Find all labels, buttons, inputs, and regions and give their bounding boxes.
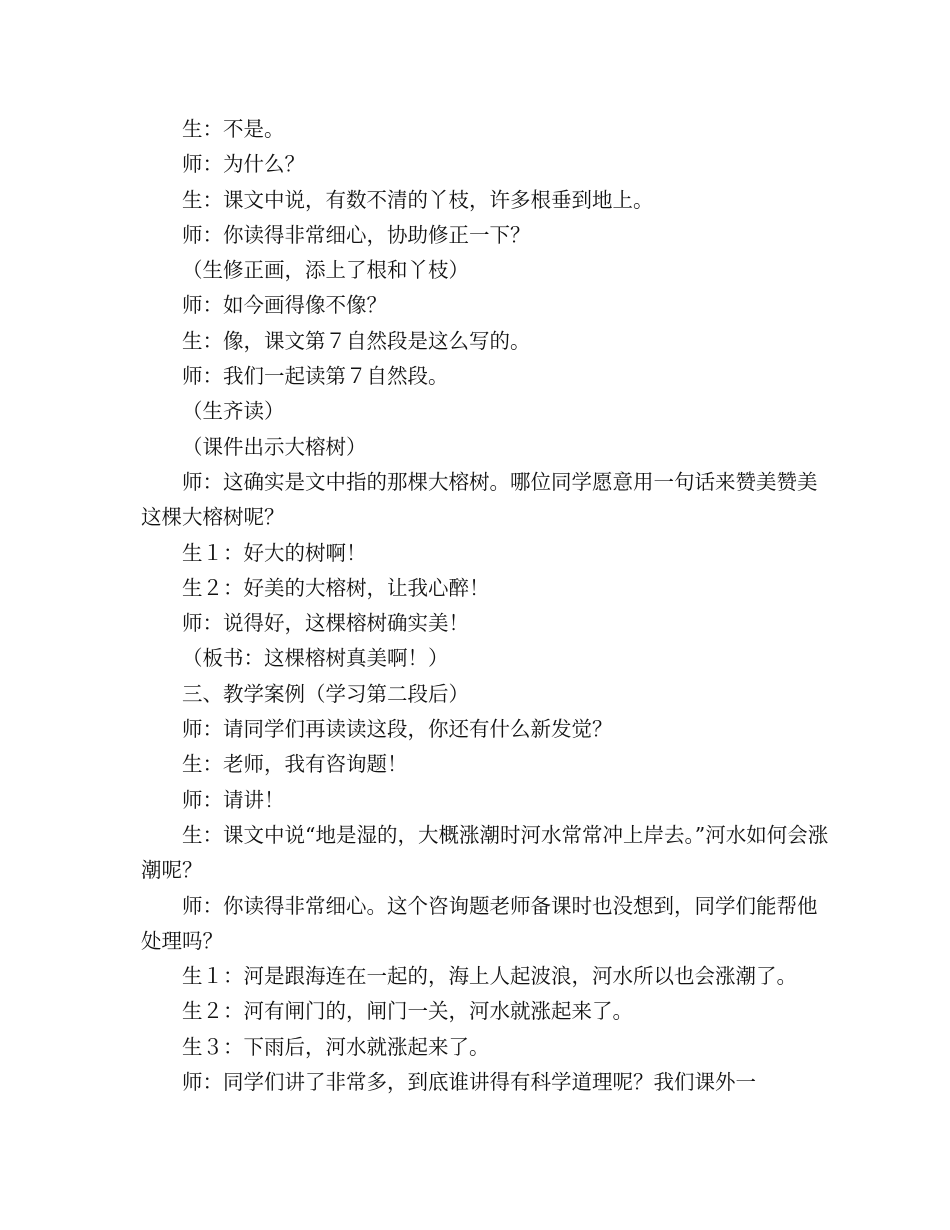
paragraph: 生：不是。	[182, 117, 285, 141]
paragraph: 师：请讲！	[182, 787, 285, 812]
paragraph: 师：说得好，这棵榕树确实美！	[182, 611, 469, 636]
paragraph: 生：课文中说“地是湿的，大概涨潮时河水常常冲上岸去。”河水如何会涨潮呢？	[141, 822, 829, 883]
paragraph: 师：为什么？	[182, 152, 305, 177]
paragraph: 师：你读得非常细心。这个咨询题老师备课时也没想到，同学们能帮他处理吗？	[141, 893, 818, 953]
paragraph: （课件出示大榕树）	[182, 434, 367, 459]
paragraph: 生：课文中说，有数不清的丫枝，许多根垂到地上。	[182, 187, 654, 212]
paragraph: 师：如今画得像不像？	[182, 293, 387, 318]
paragraph: 生２：河有闸门的，闸门一关，河水就涨起来了。	[182, 999, 633, 1024]
paragraph: 生３：下雨后，河水就涨起来了。	[182, 1034, 490, 1059]
paragraph: 师：同学们讲了非常多，到底谁讲得有科学道理呢？我们课外一	[182, 1070, 756, 1095]
section-heading: 三、教学案例（学习第二段后）	[182, 681, 469, 706]
paragraph: 生１：河是跟海连在一起的，海上人起波浪，河水所以也会涨潮了。	[182, 964, 797, 989]
paragraph: 师：你读得非常细心，协助修正一下？	[182, 222, 531, 247]
paragraph: 生：像，课文第７自然段是这么写的。	[182, 328, 531, 353]
paragraph: 师：这确实是文中指的那棵大榕树。哪位同学愿意用一句话来赞美赞美这棵大榕树呢？	[141, 469, 818, 530]
paragraph: （板书：这棵榕树真美啊！）	[182, 646, 449, 671]
paragraph: 师：请同学们再读读这段，你还有什么新发觉？	[182, 717, 613, 742]
paragraph: 生２：好美的大榕树，让我心醉！	[182, 575, 490, 600]
document-body	[141, 112, 831, 1100]
paragraph: （生修正画，添上了根和丫枝）	[182, 258, 469, 283]
paragraph: 生１：好大的树啊！	[182, 540, 367, 565]
paragraph: 生：老师，我有咨询题！	[182, 752, 408, 777]
paragraph: 师：我们一起读第７自然段。	[182, 364, 449, 389]
paragraph: （生齐读）	[182, 399, 285, 424]
